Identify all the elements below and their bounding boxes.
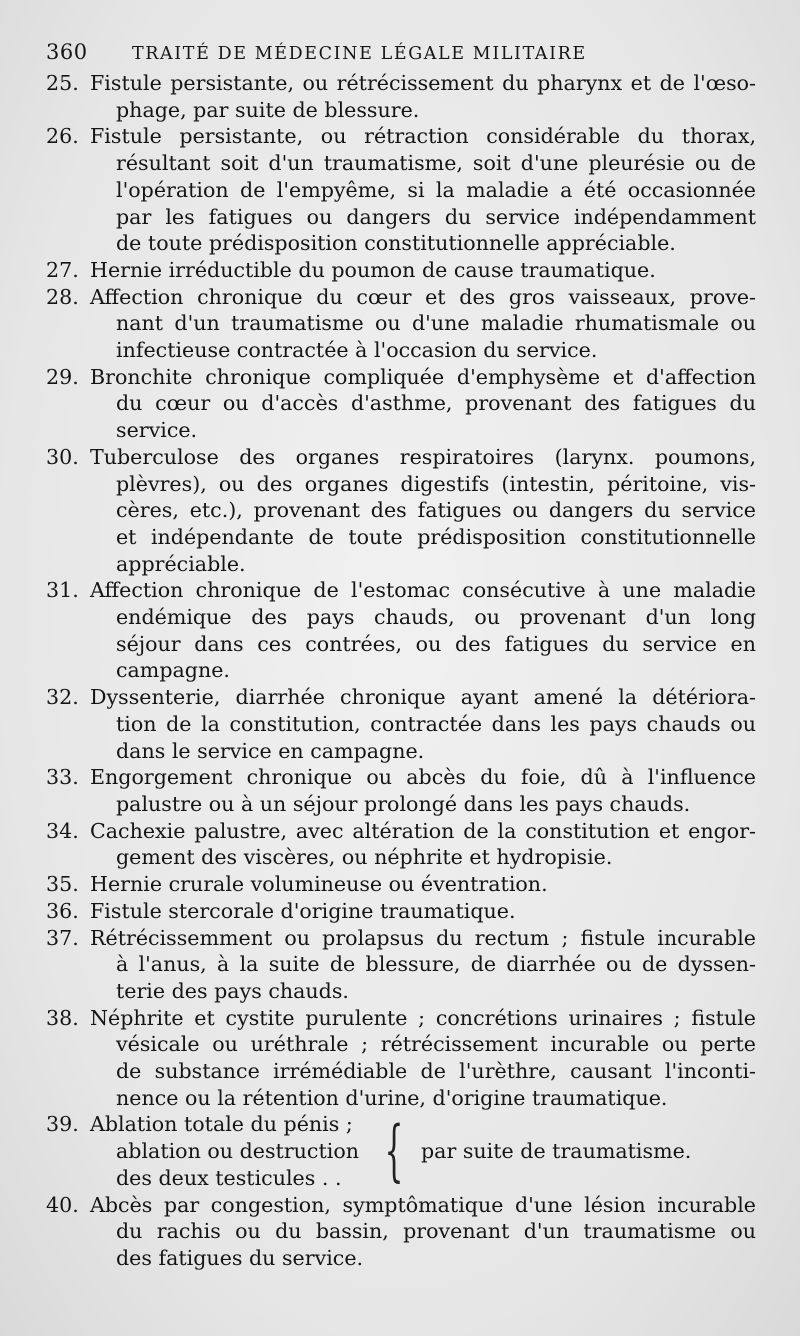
entry-line: gement des viscères, ou néphrite et hydropisie. (116, 845, 613, 870)
list-item (46, 257, 756, 284)
entry-number: 36. (46, 898, 79, 923)
entry-number: 35. (46, 872, 79, 897)
entry-number: 37. (46, 925, 79, 950)
entry-number: 33. (46, 765, 79, 790)
entry-line: Dyssenterie, diarrhée chronique ayant amené la détériora- (90, 685, 756, 710)
list-item (46, 684, 756, 764)
entry-line: par les fatigues ou dangers du service indépendamment (116, 204, 756, 229)
entry-line: terie des pays chauds. (116, 978, 349, 1003)
entry-line: vésicale ou uréthrale ; rétrécissement incurable ou perte (116, 1032, 756, 1057)
entry-line: appréciable. (116, 551, 246, 576)
entry-text (90, 364, 756, 444)
entry-number: 31. (46, 578, 79, 603)
list-item (46, 764, 756, 817)
entry-line: Tuberculose des organes respiratoires (larynx. poumons, (90, 444, 756, 469)
entry-number: 34. (46, 818, 79, 843)
entry-line: plèvres), ou des organes digestifs (intestin, péritoine, vis- (116, 471, 756, 496)
entry-line: Engorgement chronique ou abcès du foie, dû à l'influence (90, 765, 756, 790)
running-head (46, 40, 756, 64)
entry-line: Affection chronique de l'estomac consécutive à une maladie (90, 578, 756, 603)
entry-line: phage, par suite de blessure. (116, 97, 420, 122)
entry-text (90, 764, 756, 817)
entry-text (90, 70, 756, 123)
list-item (46, 1111, 756, 1191)
entry-line: palustre ou à un séjour prolongé dans les pays chauds. (116, 791, 691, 816)
entry-text (90, 925, 756, 1005)
entry-line: dans le service en campagne. (116, 738, 425, 763)
entry-line: Cachexie palustre, avec altération de la constitution et engor- (90, 818, 756, 843)
entry-number: 30. (46, 444, 79, 469)
entry-line: Fistule persistante, ou rétraction considérable du thorax, (90, 124, 756, 149)
entry-number: 29. (46, 364, 79, 389)
entry-number: 28. (46, 284, 79, 309)
entry-line: Hernie crurale volumineuse ou éventration. (90, 872, 548, 897)
list-item (46, 284, 756, 364)
list-item (46, 1192, 756, 1272)
list-item (46, 577, 756, 684)
entry-line: Fistule stercorale d'origine traumatique. (90, 898, 516, 923)
list-item (46, 898, 756, 925)
entry-line: Ablation totale du pénis ; (90, 1112, 353, 1137)
list-item (46, 818, 756, 871)
entry-line: endémique des pays chauds, ou provenant d'un long (116, 605, 756, 630)
list-item (46, 123, 756, 257)
entry-line: Hernie irréductible du poumon de cause traumatique. (90, 257, 656, 282)
entry-text (90, 1192, 756, 1272)
entry-text (90, 684, 756, 764)
entry-line: du cœur ou d'accès d'asthme, provenant des fatigues du (116, 391, 756, 416)
entry-line: Abcès par congestion, symptômatique d'une lésion incurable (90, 1192, 756, 1217)
entry-line: du rachis ou du bassin, provenant d'un traumatisme ou (116, 1219, 756, 1244)
entry-number: 32. (46, 685, 79, 710)
entry-line: de toute prédisposition constitutionnelle appréciable. (116, 231, 676, 256)
entry-text (90, 871, 756, 898)
entry-text (90, 284, 756, 364)
entry-text (90, 818, 756, 871)
entry-line: séjour dans ces contrées, ou des fatigues du service en (116, 631, 756, 656)
entry-line: et indépendante de toute prédisposition constitutionnelle (116, 524, 756, 549)
list-item (46, 871, 756, 898)
entry-line: nence ou la rétention d'urine, d'origine traumatique. (116, 1085, 668, 1110)
entry-line: Affection chronique du cœur et des gros vaisseaux, prove- (90, 284, 756, 309)
entry-line: l'opération de l'empyême, si la maladie a été occasionnée (116, 177, 756, 202)
entry-line: tion de la constitution, contractée dans les pays chauds ou (116, 711, 756, 736)
brace-left-column (90, 1111, 359, 1191)
entry-number: 38. (46, 1005, 79, 1030)
entry-line: Rétrécissemment ou prolapsus du rectum ; fistule incurable (90, 925, 756, 950)
entry-line: Néphrite et cystite purulente ; concrétions urinaires ; fistule (90, 1005, 756, 1030)
entry-text (90, 1005, 756, 1112)
entry-line: Fistule persistante, ou rétrécissement du pharynx et de l'œso- (90, 71, 756, 95)
entry-text (90, 444, 756, 578)
entry-text (90, 123, 756, 257)
entry-text (90, 257, 756, 284)
entry-number: 27. (46, 257, 79, 282)
entry-line: Bronchite chronique compliquée d'emphysème et d'affection (90, 364, 756, 389)
entry-list (46, 70, 756, 1272)
entry-line: de substance irrémédiable de l'urèthre, causant l'inconti- (116, 1059, 756, 1084)
entry-line: à l'anus, à la suite de blessure, de diarrhée ou de dyssen- (116, 952, 756, 977)
brace-group (90, 1111, 756, 1191)
entry-text (90, 577, 756, 684)
entry-line: infectieuse contractée à l'occasion du service. (116, 338, 598, 363)
entry-line: des fatigues du service. (116, 1245, 364, 1270)
entry-number: 40. (46, 1192, 79, 1217)
entry-number: 25. (46, 71, 79, 95)
entry-line: campagne. (116, 658, 230, 683)
entry-line: ablation ou destruction (116, 1139, 359, 1164)
list-item (46, 444, 756, 578)
list-item (46, 364, 756, 444)
list-item (46, 70, 756, 123)
entry-text (90, 898, 756, 925)
list-item (46, 1005, 756, 1112)
curly-brace: { (384, 1112, 404, 1190)
list-item (46, 925, 756, 1005)
brace-right-text: par suite de traumatisme. (420, 1139, 692, 1164)
running-title: TRAITÉ DE MÉDECINE LÉGALE MILITAIRE (132, 44, 587, 64)
entry-line: résultant soit d'un traumatisme, soit d'une pleurésie ou de (116, 151, 756, 176)
entry-line: cères, etc.), provenant des fatigues ou dangers du service (116, 498, 756, 523)
entry-line: des deux testicules . . (116, 1165, 342, 1190)
entry-line: service. (116, 418, 198, 443)
entry-line: nant d'un traumatisme ou d'une maladie rhumatismale ou (116, 311, 756, 336)
entry-number: 26. (46, 124, 79, 149)
page-number: 360 (46, 40, 88, 64)
entry-number: 39. (46, 1112, 79, 1137)
